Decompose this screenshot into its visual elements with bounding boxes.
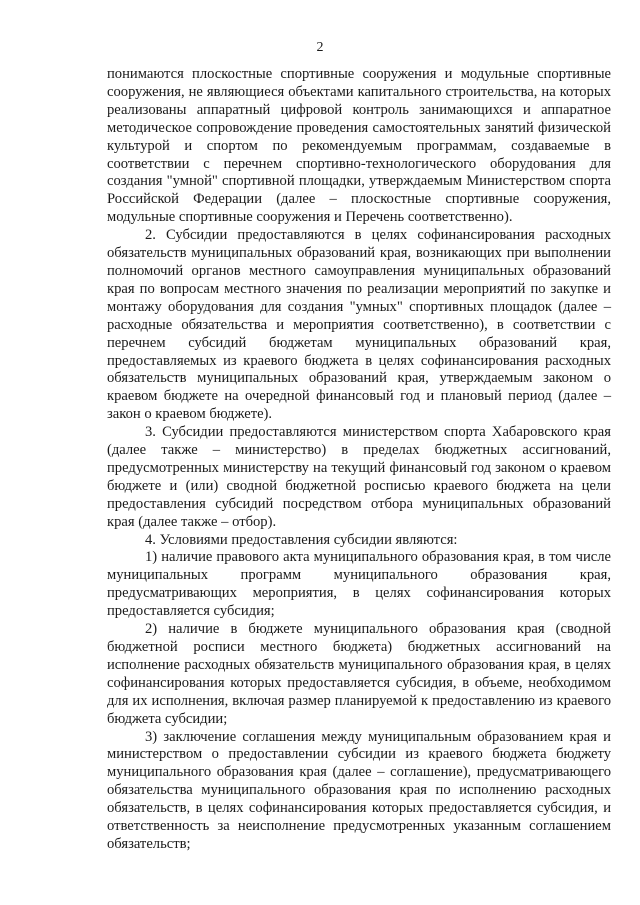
paragraph-4: 4. Условиями предоставления субсидии являются: <box>145 531 458 548</box>
paragraph-3: 3. Субсидии предоставляются министерством спорта Хабаровского края (далее также – министерство) в пределах бюджетных ассигнований, предусмотренных министерству на текущий финансовый год законом о краевом бюджете и (или) сводной бюджетной росписью краевого бюджета на цели предоставления субсидий посредством отбора муниципальных образований края (далее также – отбор). <box>107 424 611 530</box>
page-number: 2 <box>316 40 324 55</box>
list-item-2: 2) наличие в бюджете муниципального образования края (сводной бюджетной росписи местного бюджета) бюджетных ассигнований на исполнение расходных обязательств муниципального образования края, в целях софинансирования которых предоставляется субсидия, в объеме, необходимом для их исполнения, включая размер планируемой к предоставлению из краевого бюджета субсидии; <box>107 621 611 727</box>
paragraph-continuation: понимаются плоскостные спортивные сооружения и модульные спортивные сооружения, не являющиеся объектами капитального строительства, на которых реализованы аппаратный цифровой контроль занимающихся и аппаратное методическое сопровождение проведения самостоятельных занятий физической культурой и спортом по рекомендуемым программам, создаваемые в соответствии с перечнем спортивно-технологического оборудования для создания "умной" спортивной площадки, утверждаемым Министерством спорта Российской Федерации (далее – плоскостные спортивные сооружения, модульные спортивные сооружения и Перечень соответственно). <box>107 66 611 226</box>
document-body <box>107 66 611 854</box>
paragraph-2: 2. Субсидии предоставляются в целях софинансирования расходных обязательств муниципальных образований края, возникающих при выполнении полномочий органов местного самоуправления муниципальных образований края по вопросам местного значения по реализации мероприятий по закупке и монтажу оборудования для создания "умных" спортивных площадок (далее – расходные обязательства и мероприятия соответственно), в соответствии с перечнем субсидий бюджетам муниципальных образований края, предоставляемых из краевого бюджета в целях софинансирования расходных обязательств муниципальных образований края, утверждаемым законом о краевом бюджете на очередной финансовый год и плановый период (далее – закон о краевом бюджете). <box>107 227 611 423</box>
list-item-1: 1) наличие правового акта муниципального образования края, в том числе муниципальных программ муниципального образования края, предусматривающих мероприятия, в целях софинансирования которых предоставляется субсидия; <box>107 549 611 620</box>
list-item-3: 3) заключение соглашения между муниципальным образованием края и министерством о предоставлении субсидии из краевого бюджета бюджету муниципального образования края (далее – соглашение), предусматривающего обязательства муниципального образования края по исполнению расходных обязательств, в целях софинансирования которых предоставляется субсидия, и ответственность за неисполнение предусмотренных указанным соглашением обязательств; <box>107 728 611 852</box>
